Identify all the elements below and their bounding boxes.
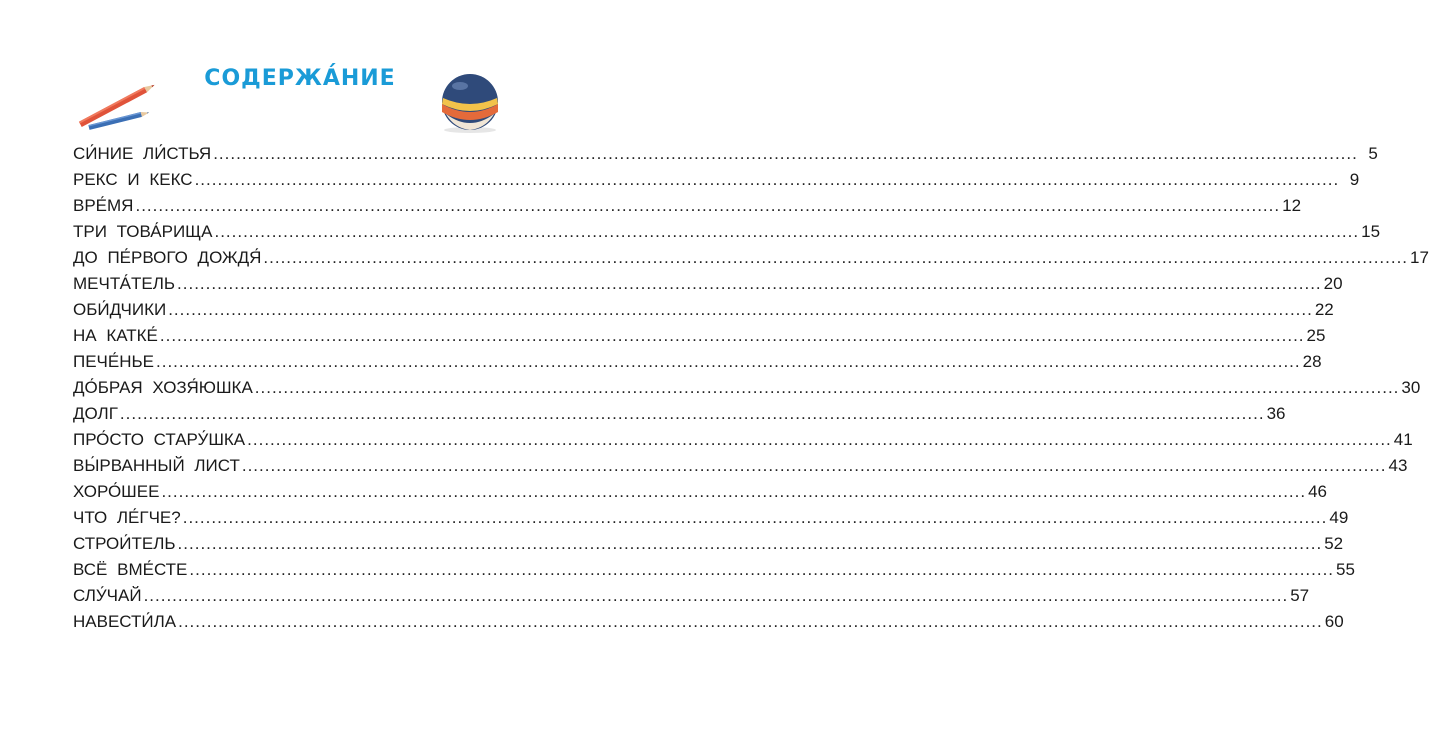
toc-entry[interactable] — [73, 141, 1378, 167]
dot-leader: ........................................................................................................................................................................................................ — [143, 586, 1289, 605]
toc-entry-page: 52 — [1324, 534, 1344, 553]
dot-leader: ........................................................................................................................................................................................................ — [182, 508, 1328, 527]
toc-entry-page: 41 — [1393, 430, 1413, 449]
dot-leader: ........................................................................................................................................................................................................ — [247, 430, 1392, 449]
toc-entry-title: РЕКС И КЕКС — [73, 170, 193, 189]
toc-entry-page: 5 — [1368, 144, 1378, 163]
dot-leader: ........................................................................................................................................................................................................ — [135, 196, 1281, 215]
toc-entry[interactable] — [73, 427, 1413, 453]
toc-entry-page: 55 — [1336, 560, 1355, 579]
dot-leader: ........................................................................................................................................................................................................ — [119, 404, 1265, 423]
toc-entry-page: 22 — [1314, 300, 1334, 319]
toc-entry[interactable] — [73, 297, 1334, 323]
toc-entry-title: СИ́НИЕ ЛИ́СТЬЯ — [73, 144, 212, 163]
toc-entry-title: ДОЛГ — [73, 404, 118, 423]
toc-entry-title: ВСЁ ВМЕ́СТЕ — [73, 560, 188, 579]
toc-entry[interactable] — [73, 531, 1344, 557]
toc-entry[interactable] — [73, 245, 1429, 271]
toc-entry-page: 57 — [1290, 586, 1310, 605]
toc-entry-title: СЛУ́ЧАЙ — [73, 586, 142, 605]
toc-entry-page: 12 — [1282, 196, 1302, 215]
toc-entry[interactable] — [73, 557, 1355, 583]
toc-entry-title: ДО́БРАЯ ХОЗЯ́ЮШКА — [73, 378, 253, 397]
toc-entry-page: 15 — [1361, 222, 1381, 241]
toc-entry-page: 20 — [1323, 274, 1343, 293]
dot-leader: ........................................................................................................................................................................................................ — [168, 300, 1313, 319]
dot-leader: ........................................................................................................................................................................................................ — [254, 378, 1400, 397]
dot-leader: ........................................................................................................................................................................................................ — [263, 248, 1409, 267]
toc-entry[interactable] — [73, 219, 1381, 245]
toc-entry[interactable] — [73, 609, 1344, 635]
dot-leader: ........................................................................................................................................................................................................ — [159, 326, 1305, 345]
toc-entry-title: ХОРО́ШЕЕ — [73, 482, 160, 501]
dot-leader: ........................................................................................................................................................................................................ — [161, 482, 1307, 501]
dot-leader: ........................................................................................................................................................................................................ — [177, 534, 1323, 553]
toc-entry-page: 46 — [1308, 482, 1328, 501]
table-of-contents — [73, 141, 1429, 635]
toc-entry[interactable] — [73, 323, 1326, 349]
toc-entry-page: 9 — [1349, 170, 1360, 189]
toc-entry-page: 60 — [1324, 612, 1344, 631]
toc-entry-title: НА КАТКЕ́ — [73, 326, 158, 345]
toc-entry[interactable] — [73, 193, 1302, 219]
toc-entry-title: ЧТО ЛЕ́ГЧЕ? — [73, 508, 181, 527]
dot-leader: ........................................................................................................................................................................................................ — [156, 352, 1301, 371]
toc-entry-title: НАВЕСТИ́ЛА — [73, 612, 177, 631]
toc-entry[interactable] — [73, 167, 1360, 193]
toc-entry-title: СТРОИ́ТЕЛЬ — [73, 534, 176, 553]
page-title: СОДЕРЖА́НИЕ — [204, 66, 396, 91]
toc-entry-title: МЕЧТА́ТЕЛЬ — [73, 274, 176, 293]
dot-leader: ........................................................................................................................................................................................................ — [214, 222, 1360, 241]
toc-entry[interactable] — [73, 375, 1421, 401]
toc-entry-page: 43 — [1388, 456, 1408, 475]
toc-entry-page: 30 — [1401, 378, 1421, 397]
toc-entry-title: ВЫ́РВАННЫЙ ЛИСТ — [73, 456, 240, 475]
dot-leader: ........................................................................................................................................................................................................ — [194, 170, 1340, 189]
toc-entry[interactable] — [73, 271, 1343, 297]
toc-entry[interactable] — [73, 453, 1408, 479]
toc-entry-title: ОБИ́ДЧИКИ — [73, 300, 167, 319]
dot-leader: ........................................................................................................................................................................................................ — [241, 456, 1387, 475]
toc-entry-title: ДО ПЕ́РВОГО ДОЖДЯ́ — [73, 248, 262, 267]
ball-illustration — [436, 70, 504, 134]
toc-entry-title: ПЕЧЕ́НЬЕ — [73, 352, 154, 371]
toc-entry[interactable] — [73, 583, 1310, 609]
toc-entry-page: 17 — [1410, 248, 1429, 267]
toc-entry[interactable] — [73, 479, 1328, 505]
toc-entry-title: ВРЕ́МЯ — [73, 196, 134, 215]
toc-entry[interactable] — [73, 349, 1322, 375]
toc-entry-title: ТРИ ТОВА́РИЩА — [73, 222, 213, 241]
toc-entry[interactable] — [73, 505, 1349, 531]
dot-leader: ........................................................................................................................................................................................................ — [189, 560, 1335, 579]
toc-entry-title: ПРО́СТО СТАРУ́ШКА — [73, 430, 246, 449]
dot-leader: ........................................................................................................................................................................................................ — [213, 144, 1358, 163]
dot-leader: ........................................................................................................................................................................................................ — [178, 612, 1323, 631]
toc-entry-page: 28 — [1302, 352, 1322, 371]
toc-entry-page: 49 — [1329, 508, 1349, 527]
toc-entry[interactable] — [73, 401, 1286, 427]
toc-entry-page: 25 — [1306, 326, 1326, 345]
dot-leader: ........................................................................................................................................................................................................ — [177, 274, 1322, 293]
toc-entry-page: 36 — [1266, 404, 1286, 423]
